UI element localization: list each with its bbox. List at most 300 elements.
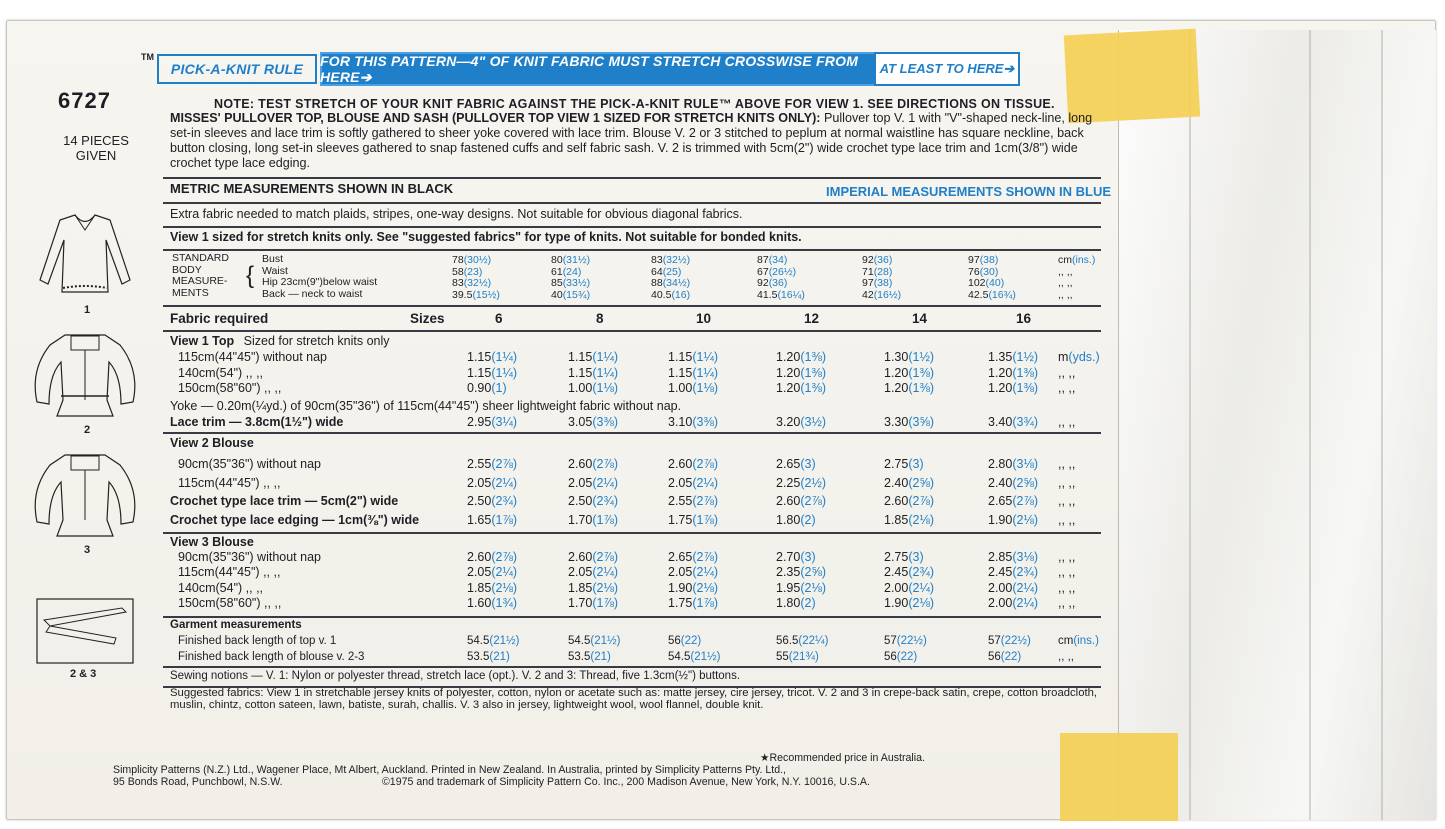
metric-value: 85 <box>551 277 563 290</box>
imperial-value: (15¾) <box>562 288 591 301</box>
metric-value: 2.50 <box>568 494 593 508</box>
divider <box>163 202 1101 204</box>
unit-imperial: (ins.) <box>1073 635 1099 647</box>
view-1-number: 1 <box>84 304 91 316</box>
body-measurement-value <box>452 289 500 301</box>
value-cell <box>568 381 618 395</box>
value-cell <box>668 581 718 595</box>
value-cell <box>776 550 816 564</box>
metric-value: 2.45 <box>884 565 909 580</box>
flap-crease <box>1189 30 1191 820</box>
imperial-value: (2¼) <box>491 565 518 580</box>
unit-metric: ,, ,, <box>1058 595 1076 610</box>
imperial-value: (32½) <box>662 254 691 266</box>
imperial-value: (2⅞) <box>491 457 518 471</box>
row-label: Finished back length of top v. 1 <box>178 635 337 647</box>
imperial-value: (28) <box>873 265 893 278</box>
metric-value: 2.60 <box>776 494 801 508</box>
metric-value: 56 <box>884 650 897 663</box>
value-cell <box>988 596 1038 610</box>
row-label: Crochet type lace trim — 5cm(2") wide <box>170 494 399 508</box>
value-cell <box>668 350 718 364</box>
imperial-value: (2¼) <box>908 580 935 595</box>
metric-value: 2.65 <box>776 457 801 471</box>
metric-value: 88 <box>651 277 663 290</box>
imperial-value: (2¼) <box>692 475 719 490</box>
imperial-value: (32½) <box>463 277 492 290</box>
metric-value: 1.35 <box>988 350 1013 364</box>
metric-value: 1.90 <box>668 580 693 595</box>
row-label: 115cm(44"45") without nap <box>178 350 328 364</box>
garment-heading: Garment measurements <box>170 619 302 631</box>
imperial-value: (21) <box>489 650 510 663</box>
value-cell <box>776 635 828 647</box>
body-measurement-value <box>968 289 1016 301</box>
view-1-heading <box>170 334 390 348</box>
value-cell <box>776 651 819 663</box>
pattern-description <box>170 111 1100 171</box>
metric-value: 3.30 <box>884 415 909 429</box>
metric-value: 3.40 <box>988 415 1013 429</box>
metric-value: 1.85 <box>467 580 492 595</box>
value-cell <box>884 596 934 610</box>
divider <box>163 666 1101 668</box>
imperial-value: (36) <box>768 277 788 290</box>
view-1-note: View 1 sized for stretch knits only. See "suggested fabrics" for type of knits. Not suitable for bonded knits. <box>170 230 802 244</box>
value-cell <box>776 476 826 490</box>
value-cell <box>668 366 718 380</box>
metric-value: 1.20 <box>884 365 909 380</box>
imperial-value: (3⅛) <box>1012 550 1039 564</box>
imperial-label: IMPERIAL MEASUREMENTS SHOWN IN BLUE <box>826 184 1112 199</box>
value-cell <box>668 550 718 564</box>
value-cell <box>467 366 517 380</box>
imperial-value: (16¼) <box>777 288 805 301</box>
imperial-value: (3) <box>908 457 924 471</box>
body-measurement-value <box>757 254 787 266</box>
metric-value: 83 <box>651 254 663 266</box>
metric-value: 102 <box>968 277 986 290</box>
body-row-label: Bust <box>262 253 284 265</box>
metric-value: 1.30 <box>884 350 909 364</box>
unit-cell <box>1058 289 1073 301</box>
row-label: 140cm(54") ,, ,, <box>178 580 264 595</box>
body-measurement-value <box>651 254 690 266</box>
value-cell <box>988 513 1038 527</box>
imperial-value: (2⅞) <box>1012 494 1039 508</box>
tape-top <box>1064 29 1200 124</box>
metric-value: 61 <box>551 265 563 278</box>
imperial-value: (1⅛) <box>592 381 619 395</box>
imperial-value: (22) <box>1000 650 1022 663</box>
imperial-value: (2⅝) <box>908 475 935 490</box>
imperial-value: (22¼) <box>798 635 829 647</box>
imperial-value: (1⅜) <box>800 350 827 364</box>
imperial-value: (1½) <box>908 350 935 364</box>
metric-value: 83 <box>452 277 464 290</box>
imperial-value: (2¾) <box>592 494 619 508</box>
metric-value: 2.05 <box>568 475 593 490</box>
imperial-value: (2⅛) <box>491 580 518 595</box>
value-cell <box>568 350 618 364</box>
sizes-label: Sizes <box>410 311 445 326</box>
unit-metric: ,, ,, <box>1058 550 1076 564</box>
value-cell <box>568 366 618 380</box>
metric-value: 2.85 <box>988 550 1013 564</box>
pattern-number: 6727 <box>58 88 111 113</box>
imperial-value: (1⅞) <box>491 512 518 527</box>
imperial-value: (2¼) <box>491 475 518 490</box>
value-cell <box>668 415 718 429</box>
imperial-value: (33½) <box>562 277 591 290</box>
value-cell <box>884 635 927 647</box>
value-cell <box>988 366 1038 380</box>
unit-imperial: (ins.) <box>1072 254 1096 266</box>
value-cell <box>467 381 507 395</box>
imperial-value: (1⅞) <box>692 595 719 610</box>
value-cell <box>884 381 934 395</box>
metric-value: 2.75 <box>884 550 909 564</box>
body-measurement-value <box>862 266 892 278</box>
metric-value: 97 <box>968 254 980 266</box>
unit-cell <box>1058 581 1075 595</box>
metric-value: 2.05 <box>668 565 693 580</box>
row-label: 115cm(44"45") ,, ,, <box>178 475 281 490</box>
divider <box>163 177 1101 179</box>
metric-value: 1.20 <box>988 381 1013 395</box>
unit-metric: ,, ,, <box>1058 457 1076 471</box>
row-label: Lace trim — 3.8cm(1½") wide <box>170 415 344 429</box>
value-cell <box>884 494 934 508</box>
size-header: 6 <box>495 311 503 326</box>
metric-value: 1.15 <box>568 350 593 364</box>
value-cell <box>467 494 517 508</box>
value-cell <box>884 513 934 527</box>
yoke-row: Yoke — 0.20m(¼yd.) of 90cm(35"36") of 115cm(44"45") sheer lightweight fabric without nap. <box>170 399 682 413</box>
value-cell <box>467 581 517 595</box>
value-cell <box>668 494 718 508</box>
imperial-value: (15½) <box>472 288 500 301</box>
imperial-value: (3⅜) <box>692 415 719 429</box>
unit-metric: ,, ,, <box>1058 265 1073 278</box>
body-row-label: Hip 23cm(9")below waist <box>262 276 378 289</box>
metric-value: 2.55 <box>467 457 492 471</box>
row-label: 150cm(58"60") ,, ,, <box>178 595 282 610</box>
size-header: 16 <box>1016 311 1032 326</box>
imperial-value: (1) <box>491 381 507 395</box>
imperial-value: (16) <box>671 288 691 301</box>
value-cell <box>884 476 934 490</box>
value-cell <box>668 476 718 490</box>
metric-value: 2.00 <box>884 580 909 595</box>
imperial-value: (16½) <box>873 288 902 301</box>
metric-value: 53.5 <box>568 650 591 663</box>
value-cell <box>776 581 826 595</box>
imperial-value: (21½) <box>590 635 621 647</box>
body-row-label: Back — neck to waist <box>262 287 363 300</box>
metric-value: 2.45 <box>988 565 1013 580</box>
unit-cell <box>1058 494 1075 508</box>
stretch-note: NOTE: TEST STRETCH OF YOUR KNIT FABRIC AGAINST THE PICK-A-KNIT RULE™ ABOVE FOR VIEW 1. SEE DIRECTIONS ON TISSUE. <box>214 97 1055 111</box>
value-cell <box>668 381 718 395</box>
body-measurement-value <box>968 277 1004 289</box>
metric-value: 1.75 <box>668 595 693 610</box>
size-header: 8 <box>596 311 604 326</box>
view-1-sketch-icon <box>30 210 140 305</box>
value-cell <box>884 651 917 663</box>
body-measurement-value <box>862 289 901 301</box>
unit-metric: ,, ,, <box>1058 415 1076 429</box>
label-line: MENTS <box>172 286 209 299</box>
imperial-value: (1¼) <box>592 365 619 380</box>
imperial-value: (26½) <box>768 265 797 278</box>
imperial-value: (21) <box>590 650 611 663</box>
size-header: 12 <box>804 311 820 326</box>
imperial-value: (25) <box>662 265 682 278</box>
body-row-label: Waist <box>262 264 288 277</box>
footer-au: 95 Bonds Road, Punchbowl, N.S.W. <box>113 776 283 788</box>
row-label: 150cm(58"60") ,, ,, <box>178 381 282 395</box>
metric-value: 92 <box>757 277 769 290</box>
metric-value: 2.40 <box>884 475 909 490</box>
imperial-value: (22) <box>680 635 702 647</box>
divider <box>163 226 1101 228</box>
body-measurement-value <box>452 254 491 266</box>
brace: { <box>246 262 255 289</box>
body-measurement-value <box>452 277 491 289</box>
unit-cell <box>1058 651 1074 663</box>
imperial-value: (23) <box>463 265 483 278</box>
view-3-sketch-icon <box>25 450 145 545</box>
metric-value: 1.70 <box>568 512 593 527</box>
metric-value: 87 <box>757 254 769 266</box>
value-cell <box>668 457 718 471</box>
metric-value: 2.05 <box>467 475 492 490</box>
divider <box>163 432 1101 434</box>
value-cell <box>988 476 1038 490</box>
imperial-value: (2⅞) <box>592 457 619 471</box>
value-cell <box>776 565 826 579</box>
metric-value: 2.00 <box>988 580 1013 595</box>
metric-value: 2.40 <box>988 475 1013 490</box>
imperial-value: (1¾) <box>491 595 518 610</box>
value-cell <box>884 457 924 471</box>
metric-value: 2.05 <box>568 565 593 580</box>
unit-metric: ,, ,, <box>1058 494 1076 508</box>
body-measurement-value <box>452 266 482 278</box>
size-header: 14 <box>912 311 928 326</box>
unit-metric: ,, ,, <box>1058 381 1076 395</box>
imperial-value: (38) <box>979 254 999 266</box>
pattern-title: MISSES' PULLOVER TOP, BLOUSE AND SASH (PULLOVER TOP VIEW 1 SIZED FOR STRETCH KNITS ONLY): <box>170 111 821 125</box>
metric-value: 2.65 <box>668 550 693 564</box>
imperial-value: (34) <box>768 254 788 266</box>
value-cell <box>988 381 1038 395</box>
value-cell <box>668 635 701 647</box>
body-measurement-value <box>968 254 998 266</box>
standard-body-measurements-label <box>172 253 229 299</box>
imperial-value: (16¾) <box>988 288 1016 301</box>
unit-cell <box>1058 277 1073 289</box>
unit-metric: ,, ,, <box>1058 650 1074 663</box>
value-cell <box>884 415 934 429</box>
metric-value: 2.80 <box>988 457 1013 471</box>
metric-value: 2.60 <box>884 494 909 508</box>
view-1-heading-sub: Sized for stretch knits only <box>243 334 390 348</box>
metric-value: 2.60 <box>668 457 693 471</box>
imperial-value: (1¼) <box>692 350 719 364</box>
unit-metric: cm <box>1058 635 1074 647</box>
imperial-value: (3) <box>800 550 816 564</box>
body-measurement-value <box>757 277 787 289</box>
imperial-value: (2¾) <box>491 494 518 508</box>
metric-value: 2.60 <box>568 550 593 564</box>
value-cell <box>568 550 618 564</box>
metric-value: 56 <box>988 650 1001 663</box>
unit-cell <box>1058 350 1100 364</box>
body-measurement-value <box>757 266 796 278</box>
imperial-value: (2¾) <box>1012 565 1039 580</box>
body-measurement-labels <box>262 254 377 300</box>
metric-value: 2.75 <box>884 457 909 471</box>
body-measurement-value <box>862 254 892 266</box>
metric-value: 54.5 <box>668 650 691 663</box>
at-least-label: AT LEAST TO HERE➔ <box>874 52 1020 86</box>
metric-value: 78 <box>452 254 464 266</box>
metric-value: 1.90 <box>884 595 909 610</box>
imperial-value: (30) <box>979 265 999 278</box>
imperial-value: (2⅛) <box>592 580 619 595</box>
recommended-price-note: ★Recommended price in Australia. <box>760 752 925 764</box>
imperial-value: (1⅛) <box>692 381 719 395</box>
value-cell <box>467 651 510 663</box>
metric-value: 1.00 <box>568 381 593 395</box>
imperial-value: (2¾) <box>908 565 935 580</box>
imperial-value: (3¼) <box>491 415 518 429</box>
body-measurement-value <box>862 277 892 289</box>
unit-cell <box>1058 457 1075 471</box>
value-cell <box>884 550 924 564</box>
metric-value: 1.15 <box>467 350 492 364</box>
row-label: 90cm(35"36") without nap <box>178 457 321 471</box>
value-cell <box>568 415 618 429</box>
imperial-value: (21½) <box>489 635 520 647</box>
metric-value: 56 <box>668 635 681 647</box>
value-cell <box>884 350 934 364</box>
metric-value: 3.20 <box>776 415 801 429</box>
unit-cell <box>1058 366 1075 380</box>
value-cell <box>668 565 718 579</box>
imperial-value: (2) <box>800 512 816 527</box>
imperial-value: (1¼) <box>692 365 719 380</box>
view-2-sketch-icon <box>25 330 145 425</box>
imperial-value: (2⅛) <box>800 580 827 595</box>
metric-value: 2.00 <box>988 595 1013 610</box>
imperial-value: (36) <box>873 254 893 266</box>
metric-value: 2.05 <box>668 475 693 490</box>
divider <box>163 330 1101 332</box>
unit-cell <box>1058 635 1099 647</box>
stretch-text: FOR THIS PATTERN—4" OF KNIT FABRIC MUST STRETCH CROSSWISE FROM HERE➔ <box>320 52 859 85</box>
unit-metric: cm <box>1058 254 1072 266</box>
imperial-value: (3½) <box>800 415 827 429</box>
metric-value: 53.5 <box>467 650 490 663</box>
metric-value: 2.65 <box>988 494 1013 508</box>
imperial-value: (1⅞) <box>592 512 619 527</box>
metric-value: 1.90 <box>988 512 1013 527</box>
imperial-value: (2⅞) <box>908 494 935 508</box>
imperial-value: (22½) <box>1000 635 1031 647</box>
metric-value: 92 <box>862 254 874 266</box>
row-label: 140cm(54") ,, ,, <box>178 365 264 380</box>
metric-label: METRIC MEASUREMENTS SHOWN IN BLACK <box>170 181 454 196</box>
imperial-value: (2⅞) <box>692 494 719 508</box>
unit-cell <box>1058 550 1075 564</box>
unit-metric: ,, ,, <box>1058 565 1076 580</box>
metric-value: 2.70 <box>776 550 801 564</box>
metric-value: 56.5 <box>776 635 799 647</box>
envelope-flap <box>1118 30 1436 820</box>
imperial-value: (2⅛) <box>692 580 719 595</box>
value-cell <box>568 494 618 508</box>
body-measurement-value <box>551 277 590 289</box>
flap-crease <box>1381 30 1383 820</box>
value-cell <box>668 513 718 527</box>
imperial-value: (31½) <box>562 254 591 266</box>
unit-imperial: (yds.) <box>1068 350 1100 364</box>
body-measurement-value <box>757 289 805 301</box>
row-label: 90cm(35"36") without nap <box>178 550 321 564</box>
metric-value: 55 <box>776 650 789 663</box>
unit-metric: ,, ,, <box>1058 475 1076 490</box>
metric-value: 1.80 <box>776 512 801 527</box>
metric-value: 42.5 <box>968 288 989 301</box>
value-cell <box>884 366 934 380</box>
row-label: 115cm(44"45") ,, ,, <box>178 565 281 580</box>
value-cell <box>568 635 620 647</box>
pattern-description-text: Pullover top V. 1 with "V"-shaped neck-line, long set-in sleeves and lace trim is softly gathered to sheer yoke covered with lace trim. Blouse V. 2 or 3 stitched to peplum at normal waistline has square neckline, back button closing, long set-in sleeves gathered to snap fastened cuffs and self fabric sash. V. 2 is trimmed with 5cm(2") wide crochet type lace trim and 1cm(3/8") wide crochet type lace edging. <box>170 111 1093 170</box>
value-cell <box>668 651 720 663</box>
unit-cell <box>1058 254 1095 266</box>
imperial-value: (22) <box>896 650 918 663</box>
value-cell <box>988 550 1038 564</box>
view-1-heading-title: View 1 Top <box>170 334 235 348</box>
metric-value: 1.20 <box>776 381 801 395</box>
value-cell <box>884 565 934 579</box>
body-measurement-value <box>551 266 581 278</box>
value-cell <box>467 415 517 429</box>
imperial-value: (2⅞) <box>692 457 719 471</box>
value-cell <box>568 457 618 471</box>
imperial-value: (1½) <box>1012 350 1039 364</box>
body-measurement-value <box>551 254 590 266</box>
value-cell <box>568 476 618 490</box>
body-measurement-value <box>651 277 690 289</box>
imperial-value: (1¼) <box>491 365 518 380</box>
value-cell <box>776 350 826 364</box>
unit-cell <box>1058 513 1075 527</box>
sewing-notions: Sewing notions — V. 1: Nylon or polyester thread, stretch lace (opt.). V. 2 and 3: Thread, five 1.3cm(½") buttons. <box>170 670 741 682</box>
imperial-value: (34½) <box>662 277 691 290</box>
metric-value: 1.65 <box>467 512 492 527</box>
row-label: Finished back length of blouse v. 2-3 <box>178 650 365 663</box>
imperial-value: (2¼) <box>692 565 719 580</box>
imperial-value: (3) <box>908 550 924 564</box>
metric-value: 58 <box>452 265 464 278</box>
view-2-heading: View 2 Blouse <box>170 436 254 450</box>
suggested-fabrics: Suggested fabrics: View 1 in stretchable jersey knits of polyester, cotton, nylon or acetate such as: matte jersey, cire jersey, tricot. V. 2 and 3 in crepe-back satin, crepe, cotton broadcloth, muslin, chintz, cotton sateen, lawn, batiste, surah, challis. V. 3 also in jersey, lightweight wool, wool flannel, double knit. <box>170 687 1098 711</box>
unit-cell <box>1058 476 1075 490</box>
